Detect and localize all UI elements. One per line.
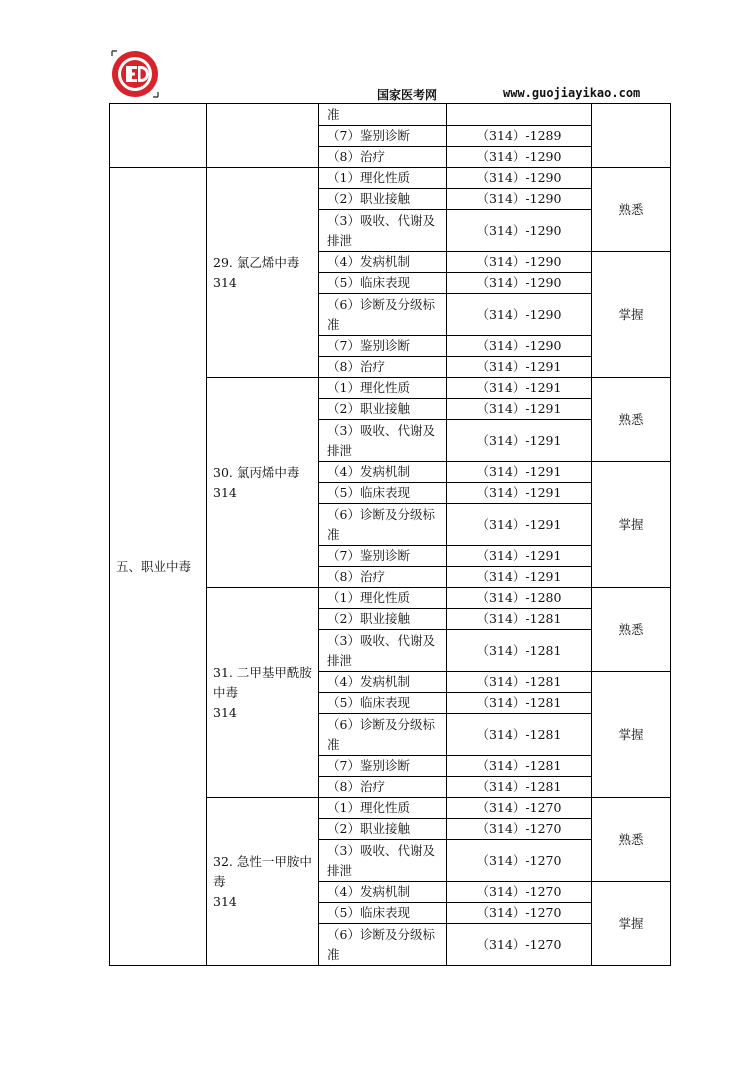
item-ref: （314）-1291 bbox=[447, 357, 592, 378]
item-ref: （314）-1281 bbox=[447, 714, 592, 756]
item-label: （1）理化性质 bbox=[319, 588, 447, 609]
item-ref: （314）-1290 bbox=[447, 210, 592, 252]
table-row bbox=[110, 168, 671, 189]
item-label: （4）发病机制 bbox=[319, 672, 447, 693]
item-label: （1）理化性质 bbox=[319, 798, 447, 819]
syllabus-table bbox=[109, 103, 671, 966]
item-ref: （314）-1281 bbox=[447, 609, 592, 630]
item-label: （5）临床表现 bbox=[319, 693, 447, 714]
category-cell-empty bbox=[110, 104, 207, 168]
item-label: （5）临床表现 bbox=[319, 273, 447, 294]
item-label: （2）职业接触 bbox=[319, 189, 447, 210]
item-ref: （314）-1290 bbox=[447, 168, 592, 189]
level-familiar: 熟悉 bbox=[592, 168, 671, 252]
item-ref: （314）-1270 bbox=[447, 882, 592, 903]
item-label: （1）理化性质 bbox=[319, 168, 447, 189]
item-ref: （314）-1291 bbox=[447, 504, 592, 546]
item-label: （3）吸收、代谢及排泄 bbox=[319, 630, 447, 672]
item-label: （6）诊断及分级标准 bbox=[319, 924, 447, 966]
disease-name: 30. 氯丙烯中毒 314 bbox=[207, 378, 319, 588]
item-label: （3）吸收、代谢及排泄 bbox=[319, 840, 447, 882]
item-ref: （314）-1291 bbox=[447, 399, 592, 420]
item-ref: （314）-1281 bbox=[447, 756, 592, 777]
category-cell: 五、职业中毒 bbox=[110, 168, 207, 966]
item-ref: （314）-1270 bbox=[447, 903, 592, 924]
item-label: （3）吸收、代谢及排泄 bbox=[319, 210, 447, 252]
item-label: （7）鉴别诊断 bbox=[319, 546, 447, 567]
site-url[interactable]: www.guojiayikao.com bbox=[503, 86, 641, 100]
item-label: （4）发病机制 bbox=[319, 462, 447, 483]
item-ref: （314）-1291 bbox=[447, 546, 592, 567]
item-label: （4）发病机制 bbox=[319, 882, 447, 903]
item-ref: （314）-1290 bbox=[447, 147, 592, 168]
item-label: （5）临床表现 bbox=[319, 903, 447, 924]
item-label: （2）职业接触 bbox=[319, 819, 447, 840]
item-label: （7）鉴别诊断 bbox=[319, 126, 447, 147]
item-label: （2）职业接触 bbox=[319, 399, 447, 420]
level-master: 掌握 bbox=[592, 462, 671, 588]
item-label: （6）诊断及分级标准 bbox=[319, 714, 447, 756]
item-label: 准 bbox=[319, 104, 447, 126]
item-label: （8）治疗 bbox=[319, 147, 447, 168]
item-ref: （314）-1281 bbox=[447, 630, 592, 672]
level-familiar: 熟悉 bbox=[592, 378, 671, 462]
level-master: 掌握 bbox=[592, 882, 671, 966]
item-ref: （314）-1270 bbox=[447, 840, 592, 882]
item-label: （5）临床表现 bbox=[319, 483, 447, 504]
item-label: （4）发病机制 bbox=[319, 252, 447, 273]
item-label: （8）治疗 bbox=[319, 777, 447, 798]
item-ref: （314）-1291 bbox=[447, 567, 592, 588]
item-ref bbox=[447, 104, 592, 126]
site-name: 国家医考网 bbox=[377, 88, 438, 102]
item-ref: （314）-1290 bbox=[447, 252, 592, 273]
disease-name: 31. 二甲基甲酰胺中毒 314 bbox=[207, 588, 319, 798]
item-label: （8）治疗 bbox=[319, 567, 447, 588]
disease-name: 32. 急性一甲胺中毒 314 bbox=[207, 798, 319, 966]
item-ref: （314）-1290 bbox=[447, 273, 592, 294]
item-label: （7）鉴别诊断 bbox=[319, 756, 447, 777]
item-ref: （314）-1291 bbox=[447, 420, 592, 462]
level-familiar: 熟悉 bbox=[592, 798, 671, 882]
item-label: （2）职业接触 bbox=[319, 609, 447, 630]
table-row bbox=[110, 104, 671, 126]
level-master: 掌握 bbox=[592, 252, 671, 378]
disease-cell-empty bbox=[207, 104, 319, 168]
level-master: 掌握 bbox=[592, 672, 671, 798]
item-ref: （314）-1289 bbox=[447, 126, 592, 147]
item-ref: （314）-1290 bbox=[447, 336, 592, 357]
item-ref: （314）-1291 bbox=[447, 483, 592, 504]
level-familiar: 熟悉 bbox=[592, 588, 671, 672]
logo-icon bbox=[110, 49, 160, 99]
item-ref: （314）-1290 bbox=[447, 189, 592, 210]
item-ref: （314）-1281 bbox=[447, 672, 592, 693]
item-ref: （314）-1270 bbox=[447, 924, 592, 966]
item-ref: （314）-1281 bbox=[447, 693, 592, 714]
item-ref: （314）-1270 bbox=[447, 819, 592, 840]
item-label: （8）治疗 bbox=[319, 357, 447, 378]
disease-name: 29. 氯乙烯中毒 314 bbox=[207, 168, 319, 378]
item-label: （3）吸收、代谢及排泄 bbox=[319, 420, 447, 462]
item-ref: （314）-1291 bbox=[447, 378, 592, 399]
item-ref: （314）-1280 bbox=[447, 588, 592, 609]
item-label: （1）理化性质 bbox=[319, 378, 447, 399]
level-cell-empty bbox=[592, 104, 671, 168]
item-ref: （314）-1290 bbox=[447, 294, 592, 336]
item-ref: （314）-1270 bbox=[447, 798, 592, 819]
item-label: （6）诊断及分级标准 bbox=[319, 294, 447, 336]
item-label: （6）诊断及分级标准 bbox=[319, 504, 447, 546]
item-ref: （314）-1281 bbox=[447, 777, 592, 798]
item-label: （7）鉴别诊断 bbox=[319, 336, 447, 357]
item-ref: （314）-1291 bbox=[447, 462, 592, 483]
